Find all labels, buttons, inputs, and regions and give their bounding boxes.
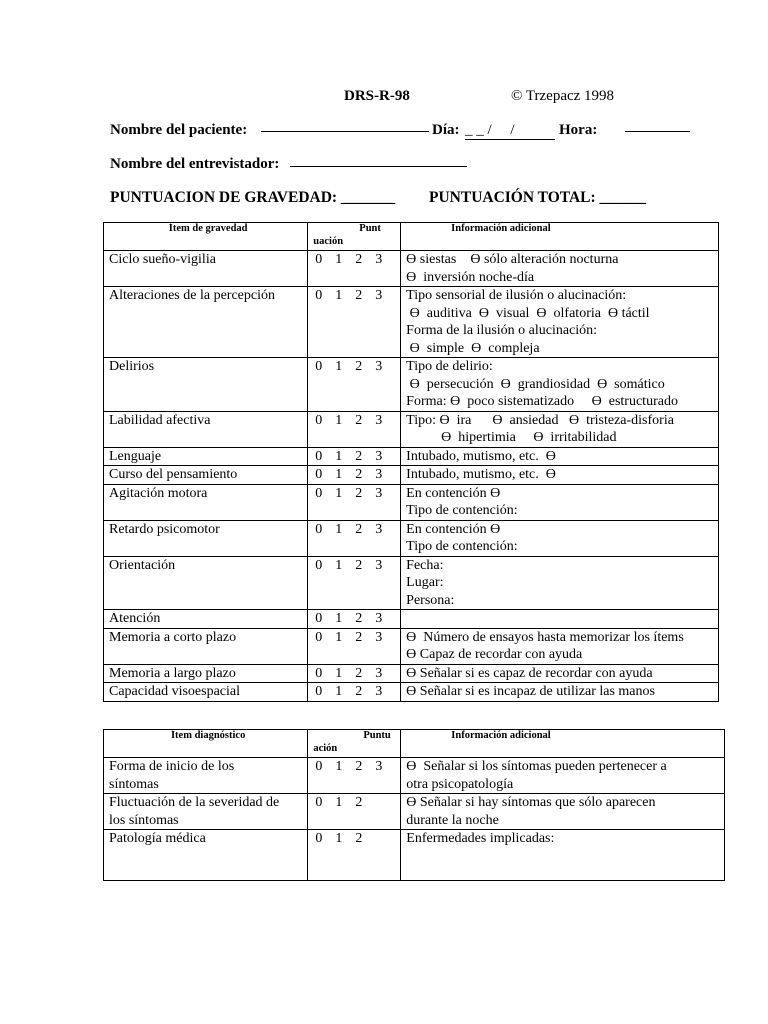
info-line[interactable]: ϴ Señalar si los síntomas pueden pertenecer a xyxy=(406,759,667,774)
score-cell[interactable] xyxy=(308,556,401,610)
col-header-score xyxy=(308,730,401,758)
info-line[interactable]: En contención ϴ xyxy=(406,521,501,537)
item-label: Fluctuación de la severidad de xyxy=(109,795,280,810)
info-cell xyxy=(401,794,725,830)
patient-name-field[interactable] xyxy=(261,122,429,132)
col-header-info: Información adicional xyxy=(401,730,725,758)
table-row xyxy=(104,556,719,610)
item-label: síntomas xyxy=(109,776,159,792)
score-cell[interactable] xyxy=(308,520,401,556)
info-line[interactable]: Tipo de contención: xyxy=(406,539,518,554)
table-row xyxy=(104,466,719,485)
score-options[interactable]: 0 1 2 3 xyxy=(315,485,383,501)
day-label: Día: xyxy=(432,122,460,138)
info-cell xyxy=(401,287,719,358)
score-options[interactable]: 0 1 2 3 xyxy=(315,684,383,699)
diagnostic-items-table xyxy=(103,729,725,881)
interviewer-name-label: Nombre del entrevistador: xyxy=(110,156,280,172)
item-label: los síntomas xyxy=(109,812,179,828)
info-line[interactable]: Enfermedades implicadas: xyxy=(406,831,555,846)
info-cell xyxy=(401,358,719,412)
item-label: Retardo psicomotor xyxy=(109,521,220,537)
score-options[interactable]: 0 1 2 xyxy=(315,795,363,810)
info-line[interactable]: ϴ Número de ensayos hasta memorizar los ítems xyxy=(406,629,684,645)
item-cell xyxy=(104,556,308,610)
info-line[interactable]: ϴ Señalar si es capaz de recordar con ayuda xyxy=(406,665,653,681)
info-line[interactable]: Lugar: xyxy=(406,575,444,590)
info-cell xyxy=(401,466,719,485)
item-cell xyxy=(104,287,308,358)
score-cell[interactable] xyxy=(308,466,401,485)
info-line[interactable]: ϴ auditiva ϴ visual ϴ olfatoria ϴ táctil xyxy=(406,305,650,321)
patient-name-label: Nombre del paciente: xyxy=(110,122,248,138)
info-line[interactable]: ϴ hipertimia ϴ irritabilidad xyxy=(406,430,617,445)
table-row xyxy=(104,251,719,287)
info-line[interactable]: Forma: ϴ poco sistematizado ϴ estructurado xyxy=(406,394,678,409)
col-header-score-part2: ación xyxy=(313,742,338,754)
info-line[interactable]: ϴ Capaz de recordar con ayuda xyxy=(406,647,583,662)
info-line[interactable]: otra psicopatología xyxy=(406,776,514,792)
item-label: Memoria a largo plazo xyxy=(109,665,236,681)
total-score-label: PUNTUACIÓN TOTAL: ______ xyxy=(429,189,647,206)
item-label: Curso del pensamiento xyxy=(109,467,238,482)
info-cell xyxy=(401,447,719,466)
info-line[interactable]: Persona: xyxy=(406,592,455,608)
score-options[interactable]: 0 1 2 3 xyxy=(315,359,383,374)
score-options[interactable]: 0 1 2 xyxy=(315,831,363,846)
info-cell xyxy=(401,683,719,702)
score-options[interactable]: 0 1 2 3 xyxy=(315,629,383,645)
score-options[interactable]: 0 1 2 3 xyxy=(315,611,383,626)
info-line[interactable]: Fecha: xyxy=(406,557,444,573)
table-row xyxy=(104,794,725,830)
info-line[interactable]: Tipo: ϴ ira ϴ ansiedad ϴ tristeza-disforia xyxy=(406,412,674,428)
item-cell xyxy=(104,520,308,556)
item-label: Capacidad visoespacial xyxy=(109,684,241,699)
info-line[interactable]: ϴ siestas ϴ sólo alteración nocturna xyxy=(406,252,619,267)
info-cell xyxy=(401,520,719,556)
table-header-row xyxy=(104,730,725,758)
table-row xyxy=(104,683,719,702)
item-label: Alteraciones de la percepción xyxy=(109,288,275,303)
item-cell xyxy=(104,758,308,794)
table-row xyxy=(104,447,719,466)
score-cell[interactable] xyxy=(308,628,401,664)
table-row xyxy=(104,758,725,794)
col-header-info: Información adicional xyxy=(401,223,719,251)
interviewer-name-field[interactable] xyxy=(290,156,467,167)
item-cell xyxy=(104,683,308,702)
table-row xyxy=(104,287,719,358)
col-header-item: Ítem diagnóstico xyxy=(104,730,308,758)
score-cell[interactable] xyxy=(308,251,401,287)
score-cell[interactable] xyxy=(308,758,401,794)
item-cell xyxy=(104,830,308,881)
info-cell xyxy=(401,411,719,447)
score-cell[interactable] xyxy=(308,794,401,830)
score-cell[interactable] xyxy=(308,484,401,520)
score-options[interactable]: 0 1 2 3 xyxy=(315,467,383,482)
info-cell xyxy=(401,484,719,520)
item-label: Forma de inicio de los xyxy=(109,759,235,774)
score-cell[interactable] xyxy=(308,664,401,683)
time-label: Hora: xyxy=(559,122,598,138)
score-options[interactable]: 0 1 2 3 xyxy=(315,521,383,537)
col-header-score-part1: Puntu xyxy=(363,730,391,741)
item-cell xyxy=(104,664,308,683)
col-header-score xyxy=(308,223,401,251)
score-cell[interactable] xyxy=(308,610,401,629)
item-label: Agitación motora xyxy=(109,485,208,501)
info-line[interactable]: Intubado, mutismo, etc. ϴ xyxy=(406,448,556,464)
score-options[interactable]: 0 1 2 3 xyxy=(315,412,383,428)
table-row xyxy=(104,610,719,629)
score-cell[interactable] xyxy=(308,411,401,447)
score-options[interactable]: 0 1 2 3 xyxy=(315,288,383,303)
item-cell xyxy=(104,411,308,447)
info-cell xyxy=(401,664,719,683)
col-header-score-part2: uación xyxy=(313,235,344,247)
score-options[interactable]: 0 1 2 3 xyxy=(315,448,383,464)
item-cell xyxy=(104,358,308,412)
item-label: Ciclo sueño-vigilia xyxy=(109,252,216,267)
item-cell xyxy=(104,447,308,466)
item-cell xyxy=(104,610,308,629)
col-header-score-part1: Punt xyxy=(359,223,381,234)
info-line[interactable]: ϴ persecución ϴ grandiosidad ϴ somático xyxy=(406,376,665,392)
severity-items-table xyxy=(103,222,719,702)
score-options[interactable]: 0 1 2 3 xyxy=(315,557,383,573)
copyright-notice: © Trzepacz 1998 xyxy=(511,88,615,104)
day-field[interactable]: _ _ / / xyxy=(465,122,555,140)
info-line[interactable]: Tipo sensorial de ilusión o alucinación: xyxy=(406,288,627,303)
table-row xyxy=(104,520,719,556)
info-cell xyxy=(401,830,725,881)
info-cell xyxy=(401,628,719,664)
item-label: Atención xyxy=(109,611,161,626)
item-label: Labilidad afectiva xyxy=(109,412,211,428)
table-row xyxy=(104,628,719,664)
info-line[interactable]: Intubado, mutismo, etc. ϴ xyxy=(406,467,556,482)
severity-score-label: PUNTUACION DE GRAVEDAD: _______ xyxy=(110,189,396,206)
table-row xyxy=(104,411,719,447)
item-label: Orientación xyxy=(109,557,176,573)
score-options[interactable]: 0 1 2 3 xyxy=(315,252,383,267)
table-row xyxy=(104,664,719,683)
item-cell xyxy=(104,794,308,830)
info-line[interactable]: ϴ inversión noche-día xyxy=(406,269,535,285)
info-cell xyxy=(401,556,719,610)
table-row xyxy=(104,484,719,520)
table-row xyxy=(104,830,725,881)
table-row xyxy=(104,358,719,412)
info-cell xyxy=(401,758,725,794)
time-field[interactable] xyxy=(625,122,690,132)
score-cell[interactable] xyxy=(308,287,401,358)
info-line[interactable]: ϴ Señalar si hay síntomas que sólo aparecen xyxy=(406,795,656,810)
item-label: Memoria a corto plazo xyxy=(109,629,237,645)
info-line[interactable]: ϴ simple ϴ compleja xyxy=(406,340,540,356)
item-cell xyxy=(104,251,308,287)
score-options[interactable]: 0 1 2 3 xyxy=(315,665,383,681)
info-line[interactable]: Tipo de contención: xyxy=(406,503,518,518)
item-cell xyxy=(104,484,308,520)
score-cell[interactable] xyxy=(308,447,401,466)
item-label: Patología médica xyxy=(109,831,206,846)
info-cell xyxy=(401,610,719,629)
score-cell[interactable] xyxy=(308,830,401,881)
info-line[interactable]: durante la noche xyxy=(406,812,499,828)
info-line[interactable]: ϴ Señalar si es incapaz de utilizar las manos xyxy=(406,684,655,699)
col-header-item: Ítem de gravedad xyxy=(104,223,308,251)
info-line[interactable]: Tipo de delirio: xyxy=(406,359,493,374)
info-line[interactable]: En contención ϴ xyxy=(406,485,501,501)
table-header-row xyxy=(104,223,719,251)
score-cell[interactable] xyxy=(308,683,401,702)
score-cell[interactable] xyxy=(308,358,401,412)
info-cell xyxy=(401,251,719,287)
item-cell xyxy=(104,628,308,664)
score-options[interactable]: 0 1 2 3 xyxy=(315,759,383,774)
info-line[interactable]: Forma de la ilusión o alucinación: xyxy=(406,323,598,338)
form-title: DRS-R-98 xyxy=(344,88,410,104)
item-cell xyxy=(104,466,308,485)
item-label: Delirios xyxy=(109,359,155,374)
item-label: Lenguaje xyxy=(109,448,162,464)
